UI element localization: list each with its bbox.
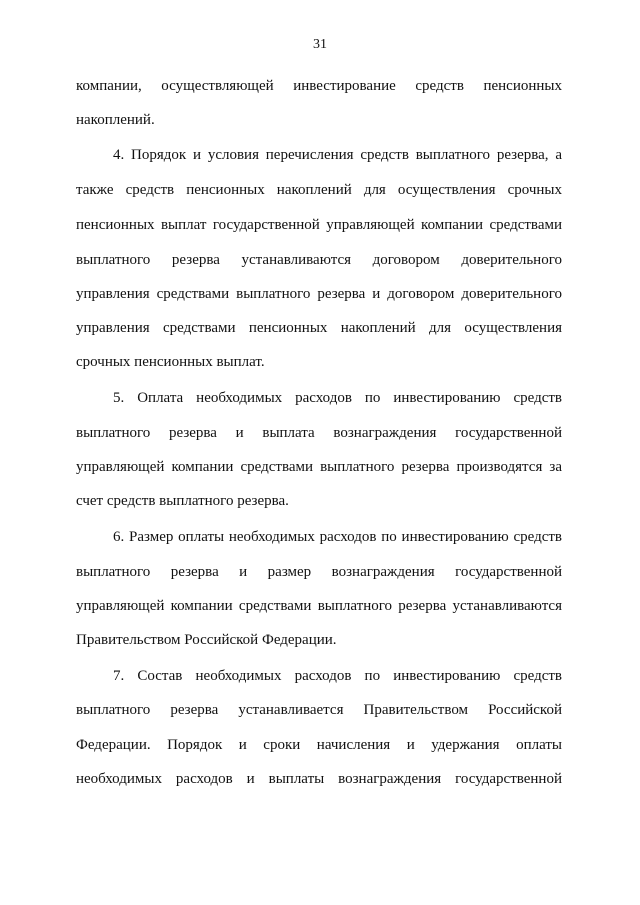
paragraph-line: компании, осуществляющей инвестирование средств пенсионных	[76, 78, 562, 94]
paragraph-line: срочных пенсионных выплат.	[76, 354, 265, 370]
paragraph-line: 4. Порядок и условия перечисления средств выплатного резерва, а	[113, 147, 562, 163]
page-number: 31	[313, 37, 327, 52]
paragraph-line: выплатного резерва и размер вознаграждения государственной	[76, 564, 562, 580]
paragraph-line: необходимых расходов и выплаты вознаграждения государственной	[76, 771, 562, 787]
paragraph-line: пенсионных выплат государственной управляющей компании средствами	[76, 217, 562, 233]
paragraph-line: управления средствами пенсионных накоплений для осуществления	[76, 320, 562, 336]
paragraph-line: выплатного резерва и выплата вознаграждения государственной	[76, 425, 562, 441]
paragraph-line: управления средствами выплатного резерва и договором доверительного	[76, 286, 562, 302]
paragraph-line: выплатного резерва устанавливается Правительством Российской	[76, 702, 562, 718]
paragraph-line: 5. Оплата необходимых расходов по инвестированию средств	[113, 390, 562, 406]
paragraph-line: 6. Размер оплаты необходимых расходов по инвестированию средств	[113, 529, 562, 545]
paragraph-line: 7. Состав необходимых расходов по инвестированию средств	[113, 668, 562, 684]
paragraph-line: управляющей компании средствами выплатного резерва производятся за	[76, 459, 562, 475]
paragraph-line: накоплений.	[76, 112, 155, 128]
paragraph-line: выплатного резерва устанавливаются договором доверительного	[76, 252, 562, 268]
paragraph-line: счет средств выплатного резерва.	[76, 493, 289, 509]
paragraph-line: также средств пенсионных накоплений для осуществления срочных	[76, 182, 562, 198]
paragraph-line: управляющей компании средствами выплатного резерва устанавливаются	[76, 598, 562, 614]
paragraph-line: Федерации. Порядок и сроки начисления и удержания оплаты	[76, 737, 562, 753]
paragraph-line: Правительством Российской Федерации.	[76, 632, 337, 648]
